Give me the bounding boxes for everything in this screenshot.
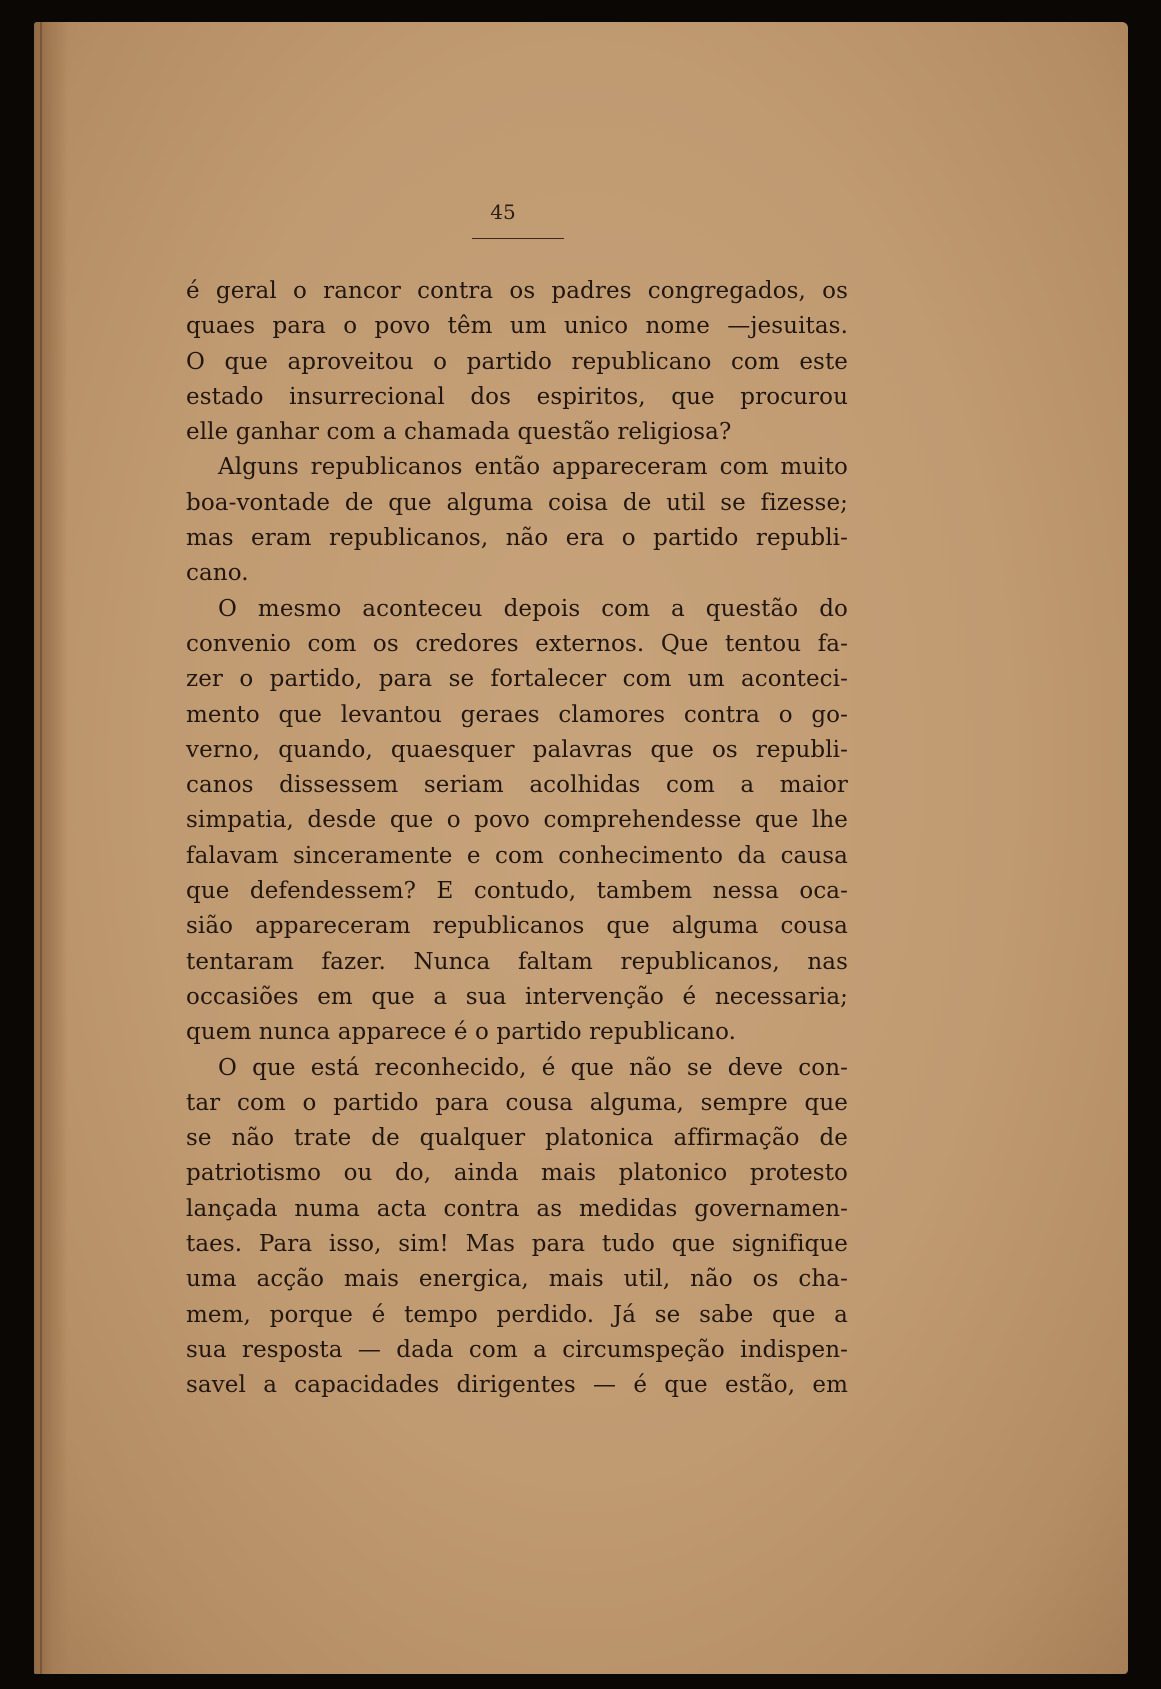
- text-line: que defendessem? E contudo, tambem nessa oca-: [186, 878, 848, 905]
- text-line: tentaram fazer. Nunca faltam republicanos, nas: [186, 948, 848, 975]
- text-line: mas eram republicanos, não era o partido republi-: [186, 525, 848, 552]
- text-line: boa-vontade de que alguma coisa de util se fizesse;: [186, 489, 848, 516]
- text-line: cano.: [186, 560, 249, 587]
- text-line: canos dissessem seriam acolhidas com a maior: [186, 772, 848, 799]
- text-line: O que aproveitou o partido republicano com este: [186, 348, 848, 375]
- text-line: elle ganhar com a chamada questão religiosa?: [186, 419, 732, 446]
- text-line: mento que levantou geraes clamores contra o go-: [186, 701, 848, 728]
- text-line: verno, quando, quaesquer palavras que os republi-: [186, 736, 848, 763]
- text-line: mem, porque é tempo perdido. Já se sabe que a: [186, 1301, 848, 1328]
- text-line: se não trate de qualquer platonica affirmação de: [186, 1125, 848, 1152]
- text-line: estado insurrecional dos espiritos, que procurou: [186, 383, 848, 410]
- text-line: simpatia, desde que o povo comprehendesse que lhe: [186, 807, 848, 834]
- text-line: occasiões em que a sua intervenção é necessaria;: [186, 983, 848, 1010]
- text-line: sião appareceram republicanos que alguma cousa: [186, 913, 848, 940]
- text-line: quem nunca apparece é o partido republicano.: [186, 1019, 737, 1046]
- text-line: convenio com os credores externos. Que tentou fa-: [186, 630, 848, 657]
- text-line: patriotismo ou do, ainda mais platonico protesto: [186, 1160, 848, 1187]
- text-line: taes. Para isso, sim! Mas para tudo que signifique: [186, 1231, 848, 1258]
- text-line: é geral o rancor contra os padres congregados, os: [186, 278, 848, 304]
- binding-crease: [40, 22, 42, 1674]
- text-line: sua resposta — dada com a circumspeção indispen-: [186, 1336, 848, 1363]
- text-line: O mesmo aconteceu depois com a questão do: [218, 595, 848, 622]
- text-line: zer o partido, para se fortalecer com um aconteci-: [186, 666, 848, 693]
- text-line: uma acção mais energica, mais util, não os cha-: [186, 1266, 848, 1293]
- body-text: [186, 274, 848, 1404]
- text-line: savel a capacidades dirigentes — é que estão, em: [186, 1372, 848, 1399]
- text-line: tar com o partido para cousa alguma, sempre que: [186, 1089, 848, 1116]
- text-line: quaes para o povo têm um unico nome —jesuitas.: [186, 313, 848, 340]
- page-number: 45: [490, 200, 516, 224]
- text-line: lançada numa acta contra as medidas governamen-: [186, 1195, 848, 1222]
- text-line: Alguns republicanos então appareceram com muito: [218, 454, 848, 481]
- text-line: falavam sinceramente e com conhecimento da causa: [186, 842, 848, 869]
- header-rule: [472, 238, 564, 239]
- text-line: O que está reconhecido, é que não se deve con-: [218, 1054, 848, 1081]
